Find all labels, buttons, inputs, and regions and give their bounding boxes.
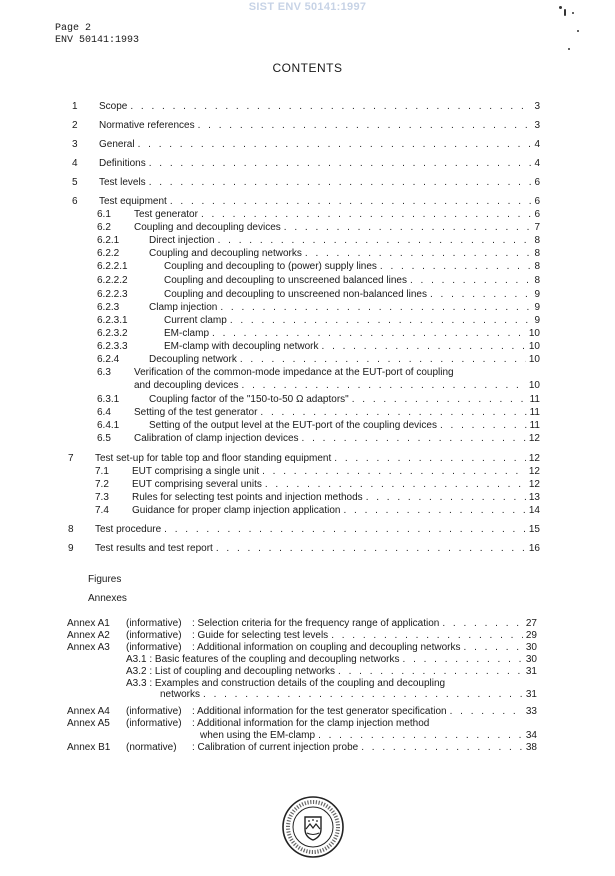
toc-num: 2 (72, 120, 78, 131)
toc-entry[interactable]: Test results and test report . . . 16 (95, 542, 540, 556)
toc-entry[interactable]: Definitions . . . 4 (99, 157, 540, 171)
annex-entry[interactable]: A3.2 : List of coupling and decoupling networks . . . 31 (126, 665, 537, 679)
annex-type: (informative) (126, 642, 182, 653)
page-number: Page 2 (55, 23, 92, 34)
toc-num: 6.3 (97, 367, 111, 378)
toc-num: 6.2.2 (97, 248, 120, 259)
toc-entry[interactable]: Setting of the test generator . . . 11 (134, 406, 540, 420)
toc-entry[interactable]: Guidance for proper clamp injection application . . . 14 (132, 504, 540, 518)
annex-id: Annex A3 (67, 642, 110, 653)
toc-num: 6.2.1 (97, 235, 120, 246)
annex-entry-line1[interactable]: A3.3 : Examples and construction details of the coupling and decoupling (126, 678, 446, 689)
watermark: SIST ENV 50141:1997 (248, 1, 367, 13)
toc-entry[interactable]: Setting of the output level at the EUT-port of the coupling devices . . . 11 (149, 419, 540, 433)
annex-id: Annex A2 (67, 630, 110, 641)
toc-entry[interactable]: Direct injection . . . 8 (149, 234, 540, 248)
annexes-heading: Annexes (88, 593, 127, 604)
annex-entry[interactable]: : Selection criteria for the frequency range of application . . . 27 (192, 617, 537, 631)
toc-entry[interactable]: Test equipment . . . 6 (99, 195, 540, 209)
toc-num: 3 (72, 139, 78, 150)
toc-num: 1 (72, 101, 78, 112)
toc-num: 7.4 (95, 505, 109, 516)
toc-entry[interactable]: Rules for selecting test points and injection methods . . . 13 (132, 491, 540, 505)
annex-entry[interactable]: when using the EM-clamp . . . 34 (200, 729, 537, 743)
toc-num: 6.2.2.1 (97, 261, 128, 272)
toc-num: 6.2.4 (97, 354, 120, 365)
annex-type: (informative) (126, 706, 182, 717)
toc-entry-line1[interactable]: Verification of the common-mode impedance at the EUT-port of coupling (134, 367, 454, 378)
toc-num: 6.2 (97, 222, 111, 233)
toc-entry[interactable]: Coupling factor of the "150-to-50 Ω adaptors" . . . 11 (149, 393, 540, 407)
toc-num: 6.4 (97, 407, 111, 418)
annex-entry[interactable]: : Guide for selecting test levels . . . 29 (192, 629, 537, 643)
toc-entry[interactable]: Clamp injection . . . 9 (149, 301, 540, 315)
annex-entry[interactable]: : Additional information on coupling and decoupling networks . . . 30 (192, 641, 537, 655)
annex-entry[interactable]: : Additional information for the test generator specification . . . 33 (192, 705, 537, 719)
toc-entry[interactable]: Test procedure . . . 15 (95, 523, 540, 537)
toc-entry[interactable]: Current clamp . . . 9 (164, 314, 540, 328)
toc-num: 6.2.3.2 (97, 328, 128, 339)
toc-num: 6.2.3 (97, 302, 120, 313)
toc-entry[interactable]: Test levels . . . 6 (99, 176, 540, 190)
toc-entry[interactable]: EUT comprising a single unit . . . 12 (132, 465, 540, 479)
toc-entry[interactable]: Normative references . . . 3 (99, 119, 540, 133)
annex-id: Annex A4 (67, 706, 110, 717)
annex-type: (informative) (126, 718, 182, 729)
annex-id: Annex B1 (67, 742, 111, 753)
toc-entry[interactable]: and decoupling devices . . . 10 (134, 379, 540, 393)
toc-num: 4 (72, 158, 78, 169)
toc-entry[interactable]: EM-clamp with decoupling network . . . 10 (164, 340, 540, 354)
toc-num: 6.2.2.2 (97, 275, 128, 286)
toc-num: 7.1 (95, 466, 109, 477)
annex-id: Annex A1 (67, 618, 110, 629)
toc-num: 6.2.3.3 (97, 341, 128, 352)
toc-entry[interactable]: Coupling and decoupling to (power) supply lines . . . 8 (164, 260, 540, 274)
annex-type: (informative) (126, 618, 182, 629)
annex-entry[interactable]: : Calibration of current injection probe . . . 38 (192, 741, 537, 755)
annex-id: Annex A5 (67, 718, 110, 729)
annex-entry[interactable]: A3.1 : Basic features of the coupling and decoupling networks . . . 30 (126, 653, 537, 667)
toc-num: 7.3 (95, 492, 109, 503)
toc-num: 8 (68, 524, 74, 535)
annex-type: (informative) (126, 630, 182, 641)
toc-num: 6.4.1 (97, 420, 120, 431)
toc-entry[interactable]: Coupling and decoupling to unscreened non-balanced lines . . . 9 (164, 288, 540, 302)
toc-num: 6.2.2.3 (97, 289, 128, 300)
annex-type: (normative) (126, 742, 177, 753)
toc-entry[interactable]: General . . . 4 (99, 138, 540, 152)
standard-number: ENV 50141:1993 (55, 35, 140, 46)
toc-num: 7 (68, 453, 74, 464)
toc-entry[interactable]: Test generator . . . 6 (134, 208, 540, 222)
toc-num: 6.3.1 (97, 394, 120, 405)
toc-entry[interactable]: Coupling and decoupling devices . . . 7 (134, 221, 540, 235)
toc-num: 6.1 (97, 209, 111, 220)
toc-entry[interactable]: Test set-up for table top and floor standing equipment . . . 12 (95, 452, 540, 466)
toc-num: 5 (72, 177, 78, 188)
figures-heading: Figures (88, 574, 122, 585)
toc-entry[interactable]: Calibration of clamp injection devices . . . 12 (134, 432, 540, 446)
toc-num: 6 (72, 196, 78, 207)
toc-num: 9 (68, 543, 74, 554)
toc-entry[interactable]: Scope . . . 3 (99, 100, 540, 114)
page-title: CONTENTS (272, 61, 343, 75)
toc-num: 6.5 (97, 433, 111, 444)
toc-num: 7.2 (95, 479, 109, 490)
annex-entry[interactable]: networks . . . 31 (160, 688, 537, 702)
toc-num: 6.2.3.1 (97, 315, 128, 326)
national-standards-seal-icon (281, 795, 345, 859)
annex-entry-line1[interactable]: : Additional information for the clamp injection method (192, 718, 430, 729)
toc-entry[interactable]: EUT comprising several units . . . 12 (132, 478, 540, 492)
toc-entry[interactable]: Coupling and decoupling to unscreened balanced lines . . . 8 (164, 274, 540, 288)
toc-entry[interactable]: EM-clamp . . . 10 (164, 327, 540, 341)
toc-entry[interactable]: Decoupling network . . . 10 (149, 353, 540, 367)
toc-entry[interactable]: Coupling and decoupling networks . . . 8 (149, 247, 540, 261)
